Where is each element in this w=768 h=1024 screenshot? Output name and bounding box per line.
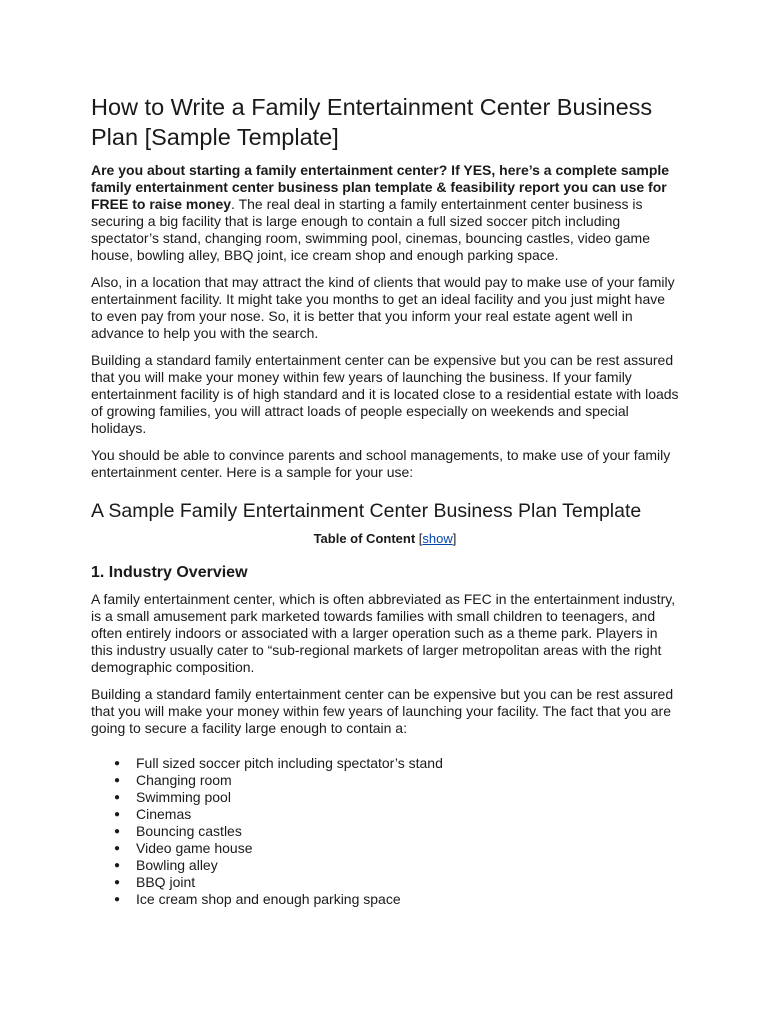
- features-list: [91, 755, 679, 908]
- paragraph-location: Also, in a location that may attract the kind of clients that would pay to make use of your family entertainment facility. It might take you months to get an ideal facility and you just might have to even pay from your nose. So, it is better that you inform your real estate agent well in advance to help you with the search.: [91, 274, 675, 341]
- bullet-icon: ●: [114, 792, 121, 803]
- intro-bold-text: Are you about starting a family entertainment center? If YES, here’s a complete sample family entertainment center business plan template & feasibility report you can use for FREE to raise money: [91, 162, 670, 212]
- document-page: [91, 92, 679, 908]
- page-title: How to Write a Family Entertainment Center Business Plan [Sample Template]: [91, 94, 653, 150]
- bullet-icon: ●: [114, 894, 121, 905]
- list-item-text: Bouncing castles: [136, 823, 242, 839]
- list-item: [91, 755, 679, 772]
- overview-paragraph-2: Building a standard family entertainment center can be expensive but you can be rest assured that you will make your money within few years of launching your facility. The fact that you are going to secure a facility large enough to contain a:: [91, 686, 674, 736]
- paragraph-cost: Building a standard family entertainment center can be expensive but you can be rest assured that you will make your money within few years of launching the business. If your family entertainment facility is of high standard and it is located close to a residential estate with loads of growing families, you will attract loads of people especially on weekends and special holidays.: [91, 352, 679, 436]
- intro-text: . The real deal in starting a family entertainment center business is securing a big facility that is large enough to contain a full sized soccer pitch including spectator’s stand, changing room, swimming pool, cinemas, bouncing castles, video game house, bowling alley, BBQ joint, ice cream shop and enough parking space.: [91, 196, 650, 263]
- bullet-icon: ●: [114, 758, 121, 769]
- list-item: [91, 857, 679, 874]
- list-item: [91, 772, 679, 789]
- list-item-text: Video game house: [136, 840, 253, 856]
- bullet-icon: ●: [114, 877, 121, 888]
- toc-open-bracket: [: [418, 531, 423, 546]
- list-item-text: Changing room: [136, 772, 232, 788]
- table-of-contents: [91, 530, 679, 547]
- section-heading: A Sample Family Entertainment Center Business Plan Template: [91, 500, 642, 522]
- list-item-text: Bowling alley: [136, 857, 218, 873]
- list-item: [91, 806, 679, 823]
- list-item-text: Cinemas: [136, 806, 192, 822]
- bullet-icon: ●: [114, 826, 121, 837]
- list-item: [91, 891, 679, 908]
- list-item-text: BBQ joint: [136, 874, 196, 890]
- list-item-text: Ice cream shop and enough parking space: [136, 891, 401, 907]
- toc-close-bracket: ]: [452, 531, 457, 546]
- bullet-icon: ●: [114, 809, 121, 820]
- list-item-text: Full sized soccer pitch including spectator’s stand: [136, 755, 443, 771]
- list-item-text: Swimming pool: [136, 789, 231, 805]
- list-item: [91, 789, 679, 806]
- paragraph-convince: You should be able to convince parents and school managements, to make use of your family entertainment center. Here is a sample for your use:: [91, 447, 671, 480]
- bullet-icon: ●: [114, 860, 121, 871]
- industry-overview-heading: 1. Industry Overview: [91, 564, 248, 581]
- list-item: [91, 823, 679, 840]
- overview-paragraph-1: A family entertainment center, which is often abbreviated as FEC in the entertainment industry, is a small amusement park marketed towards families with small children to teenagers, and often entirely indoors or associated with a larger operation such as a theme park. Players in this industry usually cater to “sub-regional markets of larger metropolitan areas with the right demographic composition.: [91, 591, 676, 675]
- list-item: [91, 840, 679, 857]
- toc-show-link[interactable]: show: [422, 531, 453, 546]
- toc-label: Table of Content: [313, 531, 416, 546]
- bullet-icon: ●: [114, 843, 121, 854]
- list-item: [91, 874, 679, 891]
- intro-paragraph: [91, 162, 679, 264]
- bullet-icon: ●: [114, 775, 121, 786]
